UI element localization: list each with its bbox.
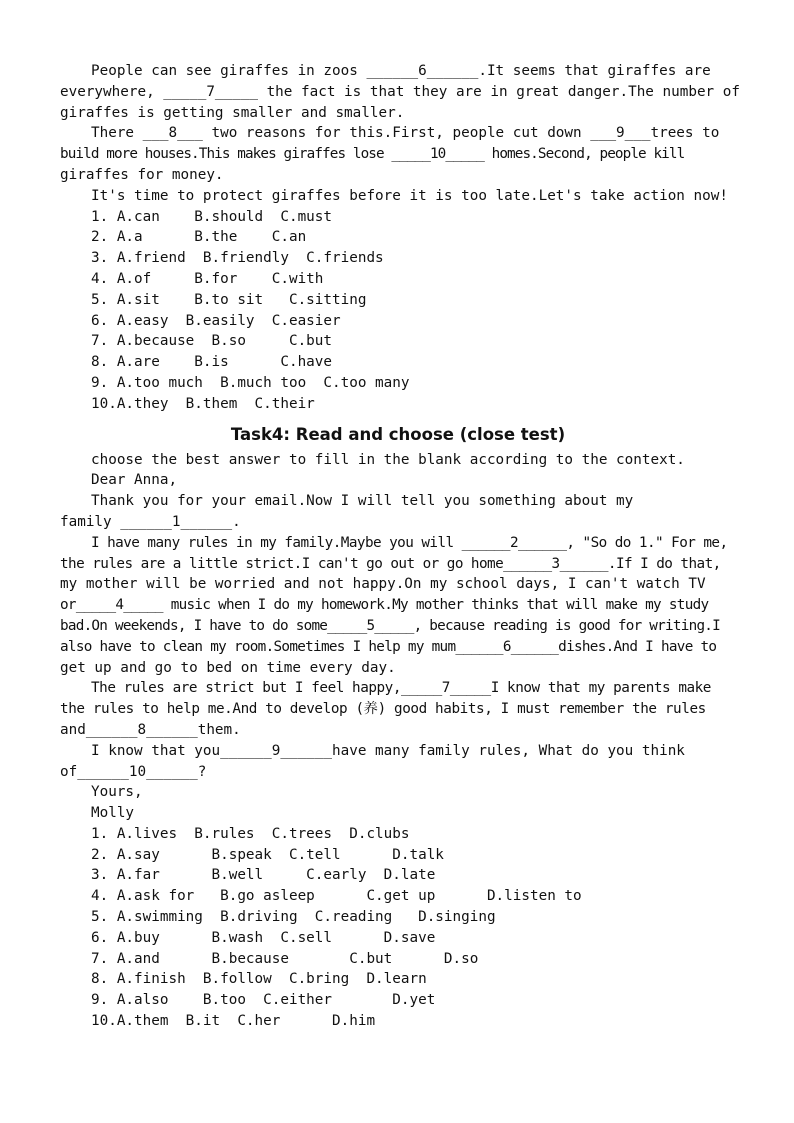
option-row: 10.A.they B.them C.their	[91, 395, 315, 412]
passage-line: People can see giraffes in zoos ______6______.It seems that giraffes are	[91, 63, 711, 79]
option-row: 7. A.and B.because C.but D.so	[91, 950, 479, 967]
passage-line: build more houses.This makes giraffes lose _____10_____ homes.Second, people kill	[60, 146, 685, 163]
passage-line: There ___8___ two reasons for this.First, people cut down ___9___trees to	[91, 125, 720, 142]
passage-line: and______8______them.	[60, 721, 241, 738]
passage-line: family ______1______.	[60, 513, 241, 530]
passage-line: the rules are a little strict.I can't go out or go home______3______.If I do that,	[60, 555, 721, 572]
option-row: 9. A.also B.too C.either D.yet	[91, 992, 436, 1009]
option-row: 8. A.finish B.follow C.bring D.learn	[91, 971, 427, 988]
option-row: 1. A.lives B.rules C.trees D.clubs	[91, 825, 410, 842]
task4-options	[60, 824, 736, 1032]
option-row: 7. A.because B.so C.but	[91, 333, 333, 350]
option-row: 1. A.can B.should C.must	[91, 208, 333, 225]
passage-line: giraffes for money.	[60, 166, 224, 183]
task3-options	[60, 207, 736, 415]
passage-line: choose the best answer to fill in the blank according to the context.	[91, 451, 685, 468]
option-row: 2. A.a B.the C.an	[91, 229, 307, 246]
passage-line: the rules to help me.And to develop (养) good habits, I must remember the rules	[60, 701, 706, 718]
task3-passage	[60, 61, 740, 207]
passage-line: Thank you for your email.Now I will tell you something about my	[91, 493, 634, 510]
passage-line: It's time to protect giraffes before it is too late.Let's take action now!	[91, 187, 728, 204]
option-row: 5. A.sit B.to sit C.sitting	[91, 291, 367, 308]
passage-line: everywhere, _____7_____ the fact is that they are in great danger.The number of	[60, 83, 740, 100]
option-row: 9. A.too much B.much too C.too many	[91, 374, 410, 391]
passage-line: of______10______?	[60, 763, 207, 780]
passage-line: Dear Anna,	[91, 472, 178, 489]
option-row: 2. A.say B.speak C.tell D.talk	[91, 846, 444, 863]
option-row: 6. A.buy B.wash C.sell D.save	[91, 929, 436, 946]
task4-passage	[60, 450, 736, 824]
document-page	[60, 61, 740, 1032]
option-row: 4. A.ask for B.go asleep C.get up D.listen to	[91, 888, 582, 905]
passage-line: The rules are strict but I feel happy,_____7_____I know that my parents make	[91, 680, 711, 697]
passage-line: giraffes is getting smaller and smaller.	[60, 104, 405, 121]
passage-line: also have to clean my room.Sometimes I help my mum______6______dishes.And I have to	[60, 638, 717, 655]
passage-line: Molly	[91, 805, 135, 822]
section-heading: Task4: Read and choose (close test)	[230, 424, 566, 444]
passage-line: bad.On weekends, I have to do some_____5_____, because reading is good for writing.I	[60, 617, 721, 634]
passage-line: I know that you______9______have many family rules, What do you think	[91, 742, 685, 759]
option-row: 8. A.are B.is C.have	[91, 354, 333, 371]
passage-line: my mother will be worried and not happy.On my school days, I can't watch TV	[60, 576, 706, 593]
option-row: 5. A.swimming B.driving C.reading D.singing	[91, 909, 496, 926]
option-row: 6. A.easy B.easily C.easier	[91, 312, 341, 329]
passage-line: Yours,	[91, 784, 143, 801]
option-row: 3. A.friend B.friendly C.friends	[91, 250, 384, 267]
passage-line: I have many rules in my family.Maybe you will ______2______, "So do 1." For me,	[91, 534, 728, 551]
option-row: 10.A.them B.it C.her D.him	[91, 1013, 376, 1030]
option-row: 4. A.of B.for C.with	[91, 270, 324, 287]
passage-line: get up and go to bed on time every day.	[60, 659, 396, 676]
passage-line: or_____4_____ music when I do my homework.My mother thinks that will make my study	[60, 597, 709, 614]
option-row: 3. A.far B.well C.early D.late	[91, 867, 436, 884]
